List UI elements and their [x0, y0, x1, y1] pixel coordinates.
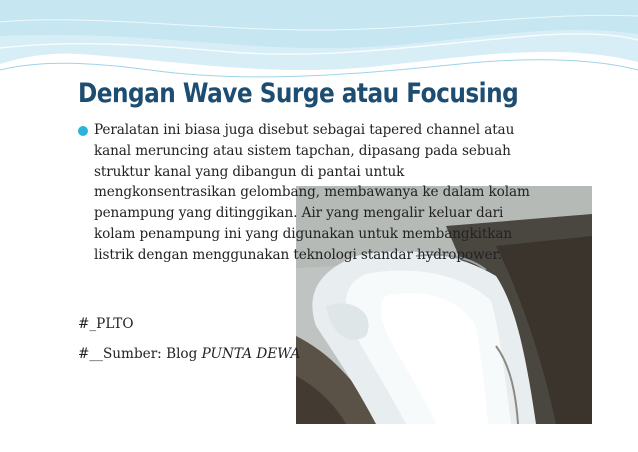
- hashtag-line: #_PLTO: [78, 316, 134, 332]
- source-blog-name: PUNTA DEWA: [201, 346, 301, 362]
- slide-title: Dengan Wave Surge atau Focusing: [78, 78, 519, 109]
- bullet-icon: [78, 126, 88, 136]
- bullet-text: Peralatan ini biasa juga disebut sebagai tapered channel atau kanal meruncing atau sistem tapchan, dipasang pada sebuah struktur kanal yang dibangun di pantai untuk mengkonsentrasikan gelombang, membawanya ke dalam kolam penampung yang ditinggikan. Air yang mengalir keluar dari kolam penampung ini yang digunakan untuk membangkitkan listrik dengan menggunakan teknologi standar hydropower.: [94, 122, 530, 263]
- source-line: [78, 346, 300, 362]
- source-prefix: #__Sumber: Blog: [78, 346, 202, 362]
- bullet-item: [78, 120, 548, 266]
